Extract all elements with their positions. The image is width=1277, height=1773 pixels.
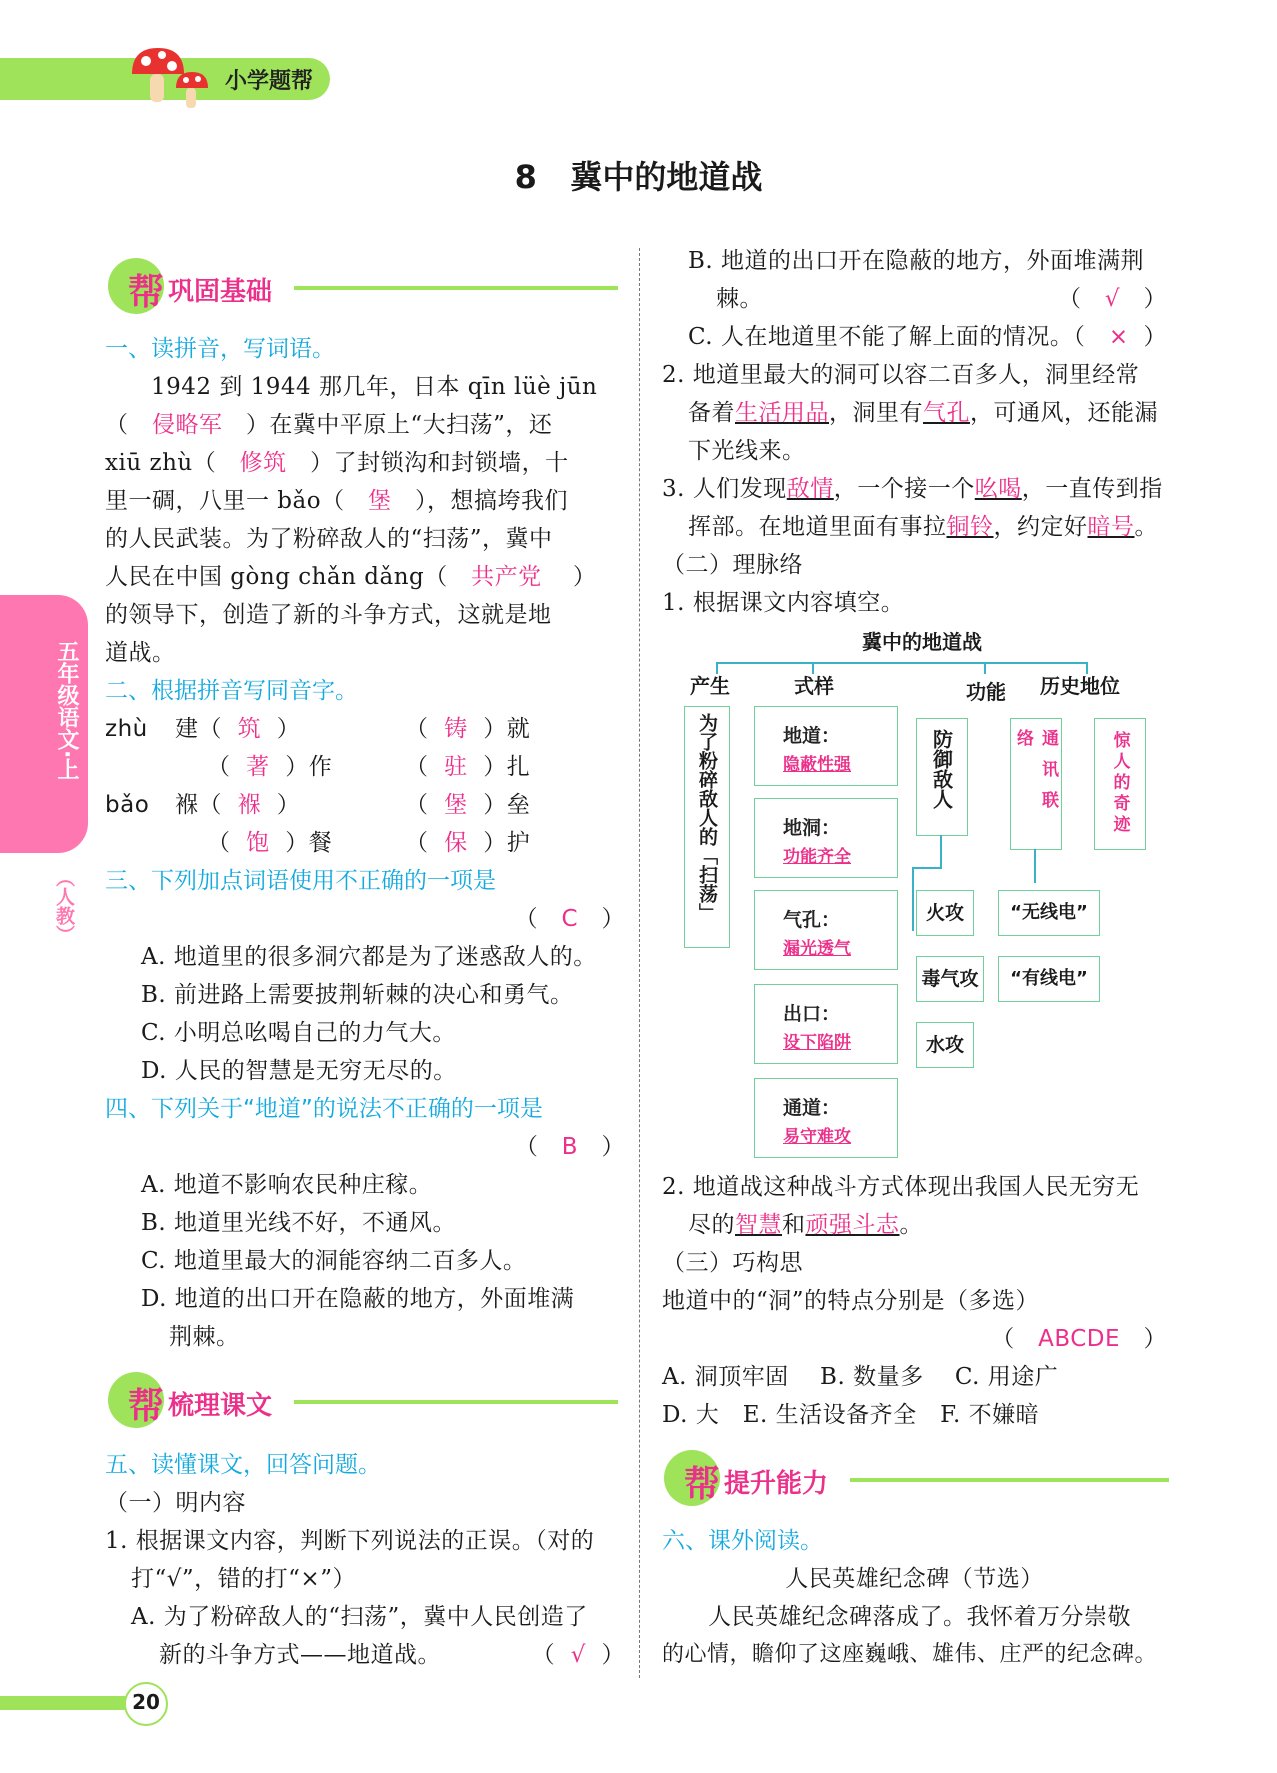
q1-line-7: 的领导下，创造了新的斗争方式，这就是地: [105, 602, 552, 628]
right-column: B. 地道的出口开在隐蔽的地方，外面堆满荆 棘。 （ √ ） C. 人在地道里不能了解上面的情况。（ × ） 2. 地道里最大的洞可以容二百多人，洞里经常 备着生活用品，洞里有气孔，可通风，还能漏 下光线来。 3. 人们发现敌情，一个接一个吆喝，一直传到指 挥部。在地道里面有事拉铜铃，约定好暗号。 （二）理脉络 1. 根据课文内容填空。: [662, 242, 1167, 622]
q1-line-3: xiū zhù（ 修筑 ）了封锁沟和封锁墙，十: [105, 450, 569, 476]
lesson-number: 8: [514, 158, 537, 196]
q1-line-1: 1942 到 1944 那几年，日本 qīn lüè jūn: [151, 374, 598, 400]
answer: 堡: [368, 488, 392, 514]
q5-sub3: （三）巧构思: [662, 1250, 803, 1276]
q3-option-b: B. 前进路上需要披荆斩棘的决心和勇气。: [141, 982, 574, 1008]
defense-fire: 火攻: [916, 890, 974, 936]
q5-heading: 五、读懂课文，回答问题。: [105, 1452, 381, 1478]
q2-heading: 二、根据拼音写同音字。: [105, 678, 358, 704]
q4-option-d-cont: 荆棘。: [169, 1324, 240, 1350]
comm-wireless: “无线电”: [998, 890, 1100, 936]
q5-fill: 1. 根据课文内容填空。: [662, 590, 905, 616]
q4-option-a: A. 地道不影响农民种庄稼。: [141, 1172, 433, 1198]
style-box-3: 气孔： 漏光透气: [754, 890, 898, 970]
answer: 修筑: [239, 450, 287, 476]
origin-box: 为了粉碎敌人的「扫荡」: [684, 706, 730, 948]
side-tab-edition: （人教）: [53, 868, 75, 944]
defense-water: 水攻: [916, 1022, 974, 1068]
mushroom-logo: [128, 44, 218, 114]
q6-heading: 六、课外阅读。: [662, 1528, 823, 1554]
q1-line-4: 里一碉，八里一 bǎo（ 堡 ），想搞垮我们: [105, 488, 568, 514]
lesson-title: 冀中的地道战: [570, 158, 763, 196]
q5-opts2: D. 大 E. 生活设备齐全 F. 不嫌暗: [662, 1402, 1040, 1428]
q5-item1: 1. 根据课文内容，判断下列说法的正误。（对的: [105, 1528, 595, 1554]
q2-grid: zhù bǎo 建（ 筑 ） （ 铸 ）就 （ 著 ）作 （ 驻 ）扎 褓（ 褓 ） （ 堡 ）垒 （ 饱 ）餐 （ 保 ）护: [105, 716, 531, 856]
q5-opts1: A. 洞顶牢固 B. 数量多 C. 用途广: [662, 1364, 1059, 1390]
section-badge-3: 帮 提升能力: [664, 1450, 1169, 1506]
q5-item2: 2. 地道里最大的洞可以容二百多人，洞里经常: [662, 362, 1140, 388]
history-box: 惊人的奇迹: [1094, 718, 1146, 850]
q5-c: C. 人在地道里不能了解上面的情况。（ × ）: [688, 324, 1167, 350]
q3-answer-bracket: （ C ）: [514, 906, 625, 932]
comm-wired: “有线电”: [998, 956, 1100, 1002]
q1-line-6: 人民在中国 gòng chǎn dǎng（ 共产党 ）: [105, 564, 597, 590]
left-column: [105, 330, 625, 1356]
style-box-1: 地道： 隐蔽性强: [754, 706, 898, 786]
left-column-bottom: 五、读懂课文，回答问题。 （一）明内容 1. 根据课文内容，判断下列说法的正误。（对的 打“√”，错的打“×”） A. 为了粉碎敌人的“扫荡”，冀中人民创造了 新的斗争方式——地道战。 （ √ ）: [105, 1446, 625, 1674]
q4-option-d: D. 地道的出口开在隐蔽的地方，外面堆满: [141, 1286, 575, 1312]
q5-item3: 3. 人们发现敌情，一个接一个吆喝，一直传到指: [662, 476, 1163, 502]
defense-gas: 毒气攻: [916, 956, 984, 1002]
func-box-defense: 防御敌人: [916, 718, 968, 836]
q6-section: 六、课外阅读。 人民英雄纪念碑（节选） 人民英雄纪念碑落成了。我怀着万分崇敬 的心情，瞻仰了这座巍峨、雄伟、庄严的纪念碑。: [662, 1522, 1167, 1674]
q6-title: 人民英雄纪念碑（节选）: [785, 1566, 1044, 1592]
answer: 侵略军: [151, 412, 223, 438]
page-title: [0, 152, 1277, 198]
q3-option-d: D. 人民的智慧是无穷无尽的。: [141, 1058, 457, 1084]
badge-label: 巩固基础: [168, 277, 273, 307]
q3-option-c: C. 小明总吆喝自己的力气大。: [141, 1020, 456, 1046]
q5-a-cont: 新的斗争方式——地道战。 （ √ ）: [159, 1642, 625, 1668]
style-box-2: 地洞： 功能齐全: [754, 798, 898, 878]
page-number: 20: [132, 1690, 160, 1714]
q5-b: B. 地道的出口开在隐蔽的地方，外面堆满荆: [688, 248, 1145, 274]
badge-bang: 帮: [128, 272, 165, 313]
section-badge-2: 帮 梳理课文: [108, 1372, 618, 1428]
right-column-bottom: 2. 地道战这种战斗方式体现出我国人民无穷无 尽的智慧和顽强斗志。 （三）巧构思 地道中的“洞”的特点分别是（多选） （ ABCDE ） A. 洞顶牢固 B. 数量多 C. 用途广 D. 大 E. 生活设备齐全 F. 不嫌暗: [662, 1168, 1167, 1434]
q5-sub1: （一）明内容: [105, 1490, 246, 1516]
column-divider: [639, 248, 640, 1678]
mm-q2: 2. 地道战这种战斗方式体现出我国人民无穷无: [662, 1174, 1140, 1200]
answer: 共产党: [471, 564, 542, 590]
q5-a: A. 为了粉碎敌人的“扫荡”，冀中人民创造了: [131, 1604, 588, 1630]
q4-option-c: C. 地道里最大的洞能容纳二百多人。: [141, 1248, 527, 1274]
mindmap-root: 冀中的地道战: [862, 630, 982, 654]
mind-map: 冀中的地道战 产生 式样 功能 历史地位 为了粉碎敌人的「扫荡」 地道： 隐蔽性强 地洞： 功能齐全 气孔： 漏光透气 出口： 设下陷阱 通道： 易守难攻 防御敌人 通讯联络 惊人的奇迹 火攻 毒气攻 水攻 “无线电” “有线电”: [662, 622, 1162, 1162]
q1-line-2: （ 侵略军 ）在冀中平原上“大扫荡”，还: [105, 412, 553, 438]
q5-q3text: 地道中的“洞”的特点分别是（多选）: [662, 1288, 1040, 1314]
brand-name: 小学题帮: [225, 69, 314, 94]
q5-b-cont: 棘。 （ √ ）: [716, 286, 1167, 312]
q1-line-8: 道战。: [105, 640, 176, 666]
q1-line-5: 的人民武装。为了粉碎敌人的“扫荡”，冀中: [105, 526, 553, 552]
section-badge-1: [108, 258, 618, 314]
side-tab-text: 五年级语文·上: [54, 640, 79, 781]
style-box-4: 出口： 设下陷阱: [754, 984, 898, 1064]
q4-option-b: B. 地道里光线不好，不通风。: [141, 1210, 457, 1236]
style-box-5: 通道： 易守难攻: [754, 1078, 898, 1158]
q3-heading: 三、下列加点词语使用不正确的一项是: [105, 868, 496, 894]
q4-heading: 四、下列关于“地道”的说法不正确的一项是: [105, 1096, 543, 1122]
q1-heading: 一、读拼音，写词语。: [105, 336, 335, 362]
q4-answer-bracket: （ B ）: [514, 1134, 625, 1160]
q5-sub2: （二）理脉络: [662, 552, 803, 578]
q3-option-a: A. 地道里的很多洞穴都是为了迷惑敌人的。: [141, 944, 597, 970]
func-box-comm: 通讯联络: [1010, 718, 1062, 850]
